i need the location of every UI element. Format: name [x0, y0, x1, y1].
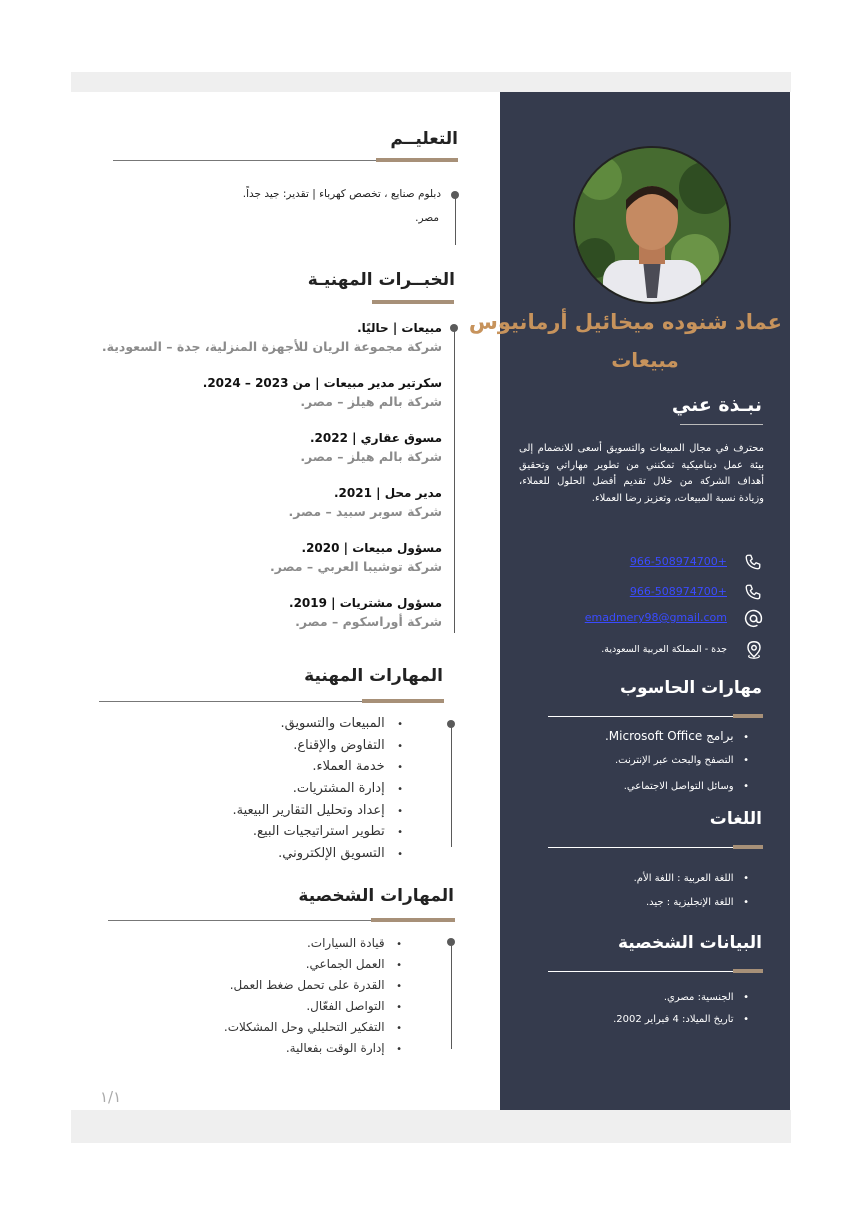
list-item: • إدارة المشتريات.: [292, 781, 403, 797]
computer-skills-list: [605, 727, 749, 805]
experience-title: الخبــرات المهنيـة: [307, 270, 455, 290]
job-company: شركة بالم هيلز – مصر.: [300, 394, 442, 409]
professional-skills-title: المهارات المهنية: [304, 666, 443, 686]
list-item: • التفاوض والإقناع.: [293, 737, 403, 753]
languages-accent: [733, 845, 763, 849]
professional-skills-list: [233, 714, 403, 866]
personal-skills-list: [224, 933, 402, 1059]
computer-skills-accent: [733, 714, 763, 718]
personal-skills-accent: [371, 918, 455, 922]
timeline-line: [455, 198, 456, 245]
experience-list: [102, 319, 442, 649]
education-degree: دبلوم صنايع ، تخصص كهرباء | تقدير: جيد جداً.: [242, 188, 441, 200]
list-item: • قيادة السيارات.: [306, 936, 402, 950]
list-item: [102, 374, 442, 429]
list-item: • اللغة الإنجليزية : جيد.: [645, 897, 749, 908]
list-item: • تطوير استراتيجيات البيع.: [252, 824, 403, 840]
list-item: • العمل الجماعي.: [305, 957, 402, 971]
about-title: نبـذة عني: [671, 394, 762, 416]
page-number: ١/١: [100, 1088, 122, 1106]
job-company: شركة سوبر سبيد – مصر.: [288, 504, 442, 519]
education-title: التعليــم: [390, 129, 458, 149]
about-underline: [680, 424, 763, 425]
profile-photo: [573, 146, 731, 304]
list-item: • التفكير التحليلي وحل المشكلات.: [223, 1020, 402, 1034]
list-item: • خدمة العملاء.: [312, 759, 403, 775]
timeline-line: [454, 331, 455, 633]
experience-accent: [372, 300, 454, 304]
languages-title: اللغات: [709, 809, 762, 829]
languages-rule: [548, 847, 763, 848]
job-company: شركة مجموعة الريان للأجهزة المنزلية، جدة – السعودية.: [101, 339, 442, 354]
list-item: • إدارة الوقت بفعالية.: [285, 1041, 402, 1055]
list-item: [102, 594, 442, 649]
phone-icon: [744, 553, 762, 571]
job-title: سكرتير مدير مبيعات | من 2023 – 2024.: [202, 376, 442, 390]
personal-data-rule: [548, 971, 763, 972]
list-item: • التواصل الفعّال.: [306, 999, 402, 1013]
list-item: • تاريخ الميلاد: 4 فبراير 2002.: [613, 1014, 749, 1025]
timeline-line: [451, 727, 452, 847]
email-link[interactable]: emadmery98@gmail.com: [584, 611, 727, 624]
job-company: شركة بالم هيلز – مصر.: [300, 449, 442, 464]
job-title: مدير محل | 2021.: [333, 486, 442, 500]
phone-icon: [744, 583, 762, 601]
personal-data-accent: [733, 969, 763, 973]
phone-link-2[interactable]: +966-508974700: [629, 585, 727, 598]
timeline-line: [451, 945, 452, 1049]
list-item: [102, 319, 442, 374]
list-item: • التسويق الإلكتروني.: [278, 846, 403, 862]
at-sign-icon: [744, 609, 763, 628]
list-item: • وسائل التواصل الاجتماعي.: [623, 781, 749, 792]
job-title: مسوق عقاري | 2022.: [309, 431, 442, 445]
list-item: [102, 539, 442, 594]
list-item: [102, 484, 442, 539]
job-title: مبيعات | حاليًا.: [357, 321, 442, 335]
profile-role: مبيعات: [611, 348, 679, 372]
list-item: [102, 429, 442, 484]
personal-skills-title: المهارات الشخصية: [298, 886, 454, 906]
personal-data-title: البيانات الشخصية: [617, 933, 762, 953]
about-text: محترف في مجال المبيعات والتسويق أسعى للانضمام إلى بيئة عمل ديناميكية تمكنني من تطوير مهاراتي وتحقيق أهداف الشركة من خلال تقديم أفضل الحلول للعملاء، وزيادة نسبة المبيعات، وتعزيز رضا العملاء.: [519, 443, 764, 504]
phone-link-1[interactable]: +966-508974700: [629, 555, 727, 568]
list-item: • الجنسية: مصري.: [663, 992, 749, 1003]
education-accent: [376, 158, 458, 162]
personal-data-list: [613, 990, 749, 1034]
profile-name: عماد شنوده ميخائيل أرمانيوس: [468, 310, 782, 334]
page-bottom-band: [71, 1110, 791, 1143]
job-company: شركة أوراسكوم – مصر.: [295, 614, 442, 629]
list-item: • التصفح والبحث عبر الإنترنت.: [614, 755, 749, 766]
page-top-band: [71, 72, 791, 92]
list-item: • القدرة على تحمل ضغط العمل.: [229, 978, 402, 992]
professional-skills-accent: [362, 699, 444, 703]
job-title: مسؤول مشتريات | 2019.: [289, 596, 442, 610]
location-pin-icon: [745, 640, 763, 660]
job-title: مسؤول مبيعات | 2020.: [301, 541, 442, 555]
location-text: جدة - المملكة العربية السعودية.: [601, 644, 727, 655]
list-item: • المبيعات والتسويق.: [280, 716, 403, 731]
education-country: مصر.: [415, 212, 439, 224]
computer-skills-rule: [548, 716, 763, 717]
languages-list: [634, 871, 749, 919]
list-item: • إعداد وتحليل التقارير البيعية.: [232, 802, 403, 818]
list-item: • اللغة العربية : اللغة الأم.: [633, 873, 749, 884]
computer-skills-title: مهارات الحاسوب: [619, 678, 762, 698]
job-company: شركة توشيبا العربي – مصر.: [269, 559, 442, 574]
list-item: • برامج Microsoft Office.: [604, 729, 749, 743]
